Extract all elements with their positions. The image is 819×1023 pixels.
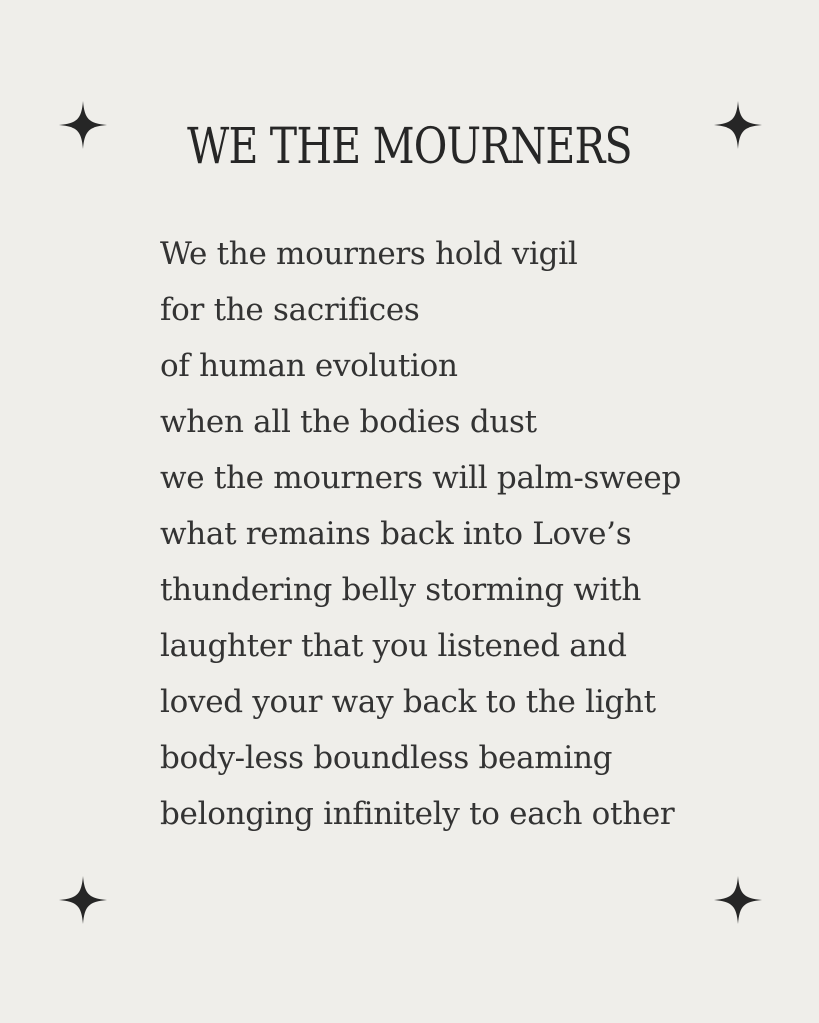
poem-line: what remains back into Love’s <box>160 516 632 552</box>
poem-line: belonging infinitely to each other <box>160 796 675 832</box>
poem-line: thundering belly storming with <box>160 572 642 608</box>
poem-line: for the sacrifices <box>160 292 420 328</box>
poem-line: when all the bodies dust <box>160 404 537 440</box>
poem-line: We the mourners hold vigil <box>160 236 578 272</box>
poem-line: we the mourners will palm-sweep <box>160 460 682 496</box>
poem-line: body-less boundless beaming <box>160 740 613 776</box>
poem-line: of human evolution <box>160 348 458 384</box>
page-title: WE THE MOURNERS <box>187 117 632 175</box>
sparkle-icon-bottom-right <box>712 874 764 926</box>
sparkle-icon-bottom-left <box>57 874 109 926</box>
poem-line: loved your way back to the light <box>160 684 656 720</box>
poem-body <box>160 226 681 842</box>
poem-line: laughter that you listened and <box>160 628 627 664</box>
